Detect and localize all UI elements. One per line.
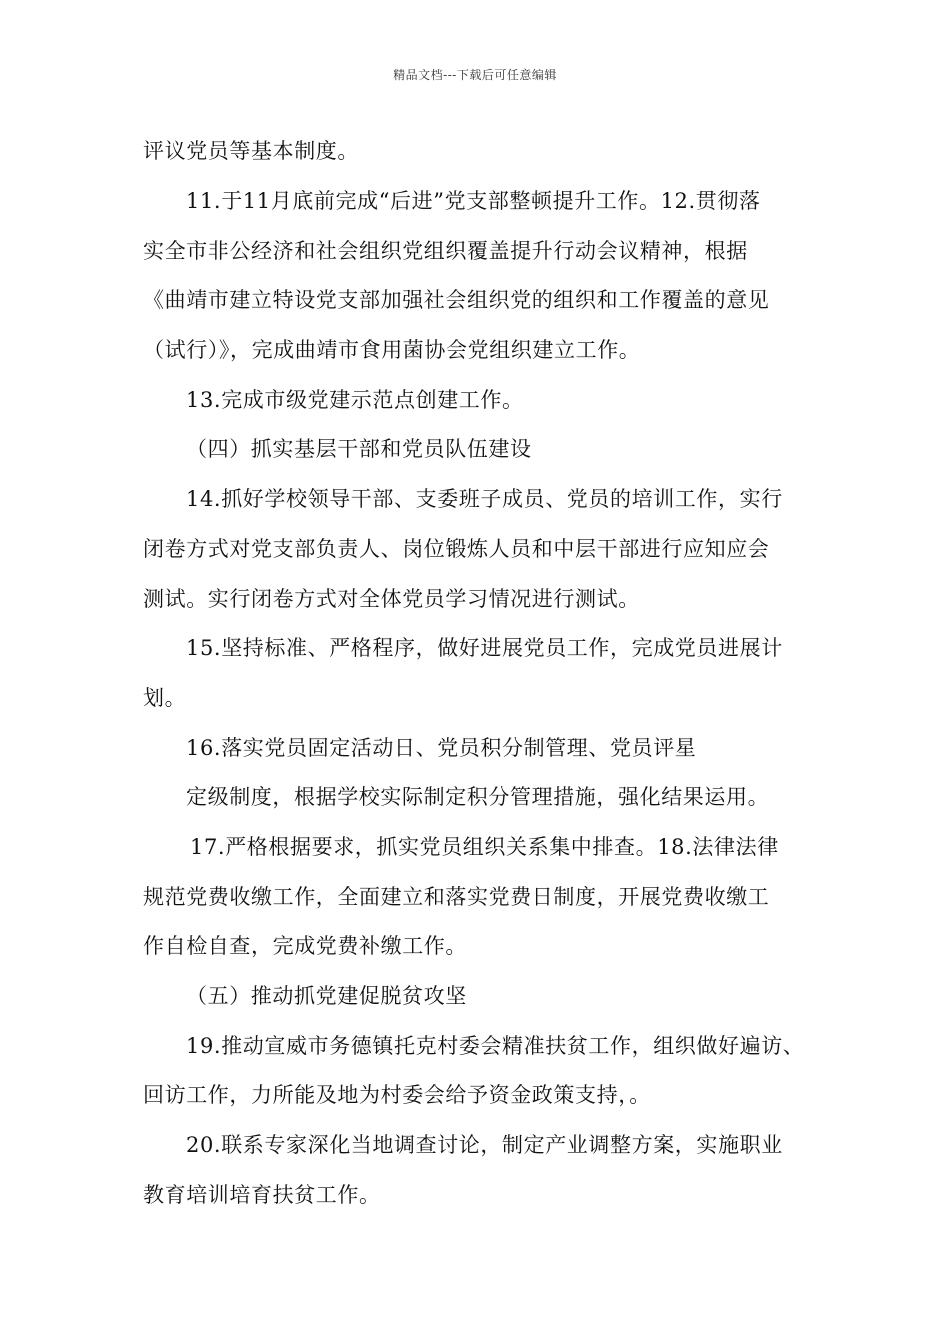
paragraph-line: 实全市非公经济和社会组织党组织覆盖提升行动会议精神，根据 bbox=[143, 239, 748, 263]
paragraph-line: 13.完成市级党建示范点创建工作。 bbox=[186, 388, 524, 412]
paragraph-line: 评议党员等基本制度。 bbox=[143, 139, 359, 163]
paragraph-line: 14.抓好学校领导干部、支委班子成员、党员的培训工作，实行 bbox=[186, 487, 783, 511]
paragraph-line: 规范党费收缴工作，全面建立和落实党费日制度，开展党费收缴工 bbox=[143, 885, 770, 909]
paragraph-line: 回访工作，力所能及地为村委会给予资金政策支持，。 bbox=[143, 1083, 651, 1107]
paragraph-line: 11.于11月底前完成“后进”党支部整顿提升工作。12.贯彻落 bbox=[186, 189, 761, 213]
paragraph-line: 16.落实党员固定活动日、党员积分制管理、党员评星 bbox=[186, 736, 697, 760]
section-heading: （四）抓实基层干部和党员队伍建设 bbox=[186, 437, 532, 461]
paragraph-line: 教育培训培育扶贫工作。 bbox=[143, 1183, 381, 1207]
paragraph-line: 20.联系专家深化当地调查讨论，制定产业调整方案，实施职业 bbox=[186, 1133, 783, 1157]
paragraph-line: 划。 bbox=[143, 686, 187, 710]
paragraph-line: 测试。实行闭卷方式对全体党员学习情况进行测试。 bbox=[143, 587, 640, 611]
paragraph-line: 闭卷方式对党支部负责人、岗位锻炼人员和中层干部进行应知应会 bbox=[143, 537, 770, 561]
paragraph-line: 19.推动宣威市务德镇托克村委会精准扶贫工作，组织做好遍访、 bbox=[186, 1034, 805, 1058]
section-heading: （五）推动抓党建促脱贫攻坚 bbox=[186, 984, 467, 1008]
paragraph-line: 17.严格根据要求，抓实党员组织关系集中排查。18.法律法律 bbox=[190, 835, 779, 859]
paragraph-line: （试行）》，完成曲靖市食用菌协会党组织建立工作。 bbox=[143, 338, 641, 362]
page-header: 精品文档---下载后可任意编辑 bbox=[393, 68, 557, 82]
paragraph-line: 《曲靖市建立特设党支部加强社会组织党的组织和工作覆盖的意见 bbox=[143, 288, 770, 312]
paragraph-line: 15.坚持标准、严格程序，做好进展党员工作，完成党员进展计 bbox=[186, 636, 783, 660]
paragraph-line: 定级制度，根据学校实际制定积分管理措施，强化结果运用。 bbox=[186, 785, 770, 809]
paragraph-line: 作自检自查，完成党费补缴工作。 bbox=[143, 934, 467, 958]
